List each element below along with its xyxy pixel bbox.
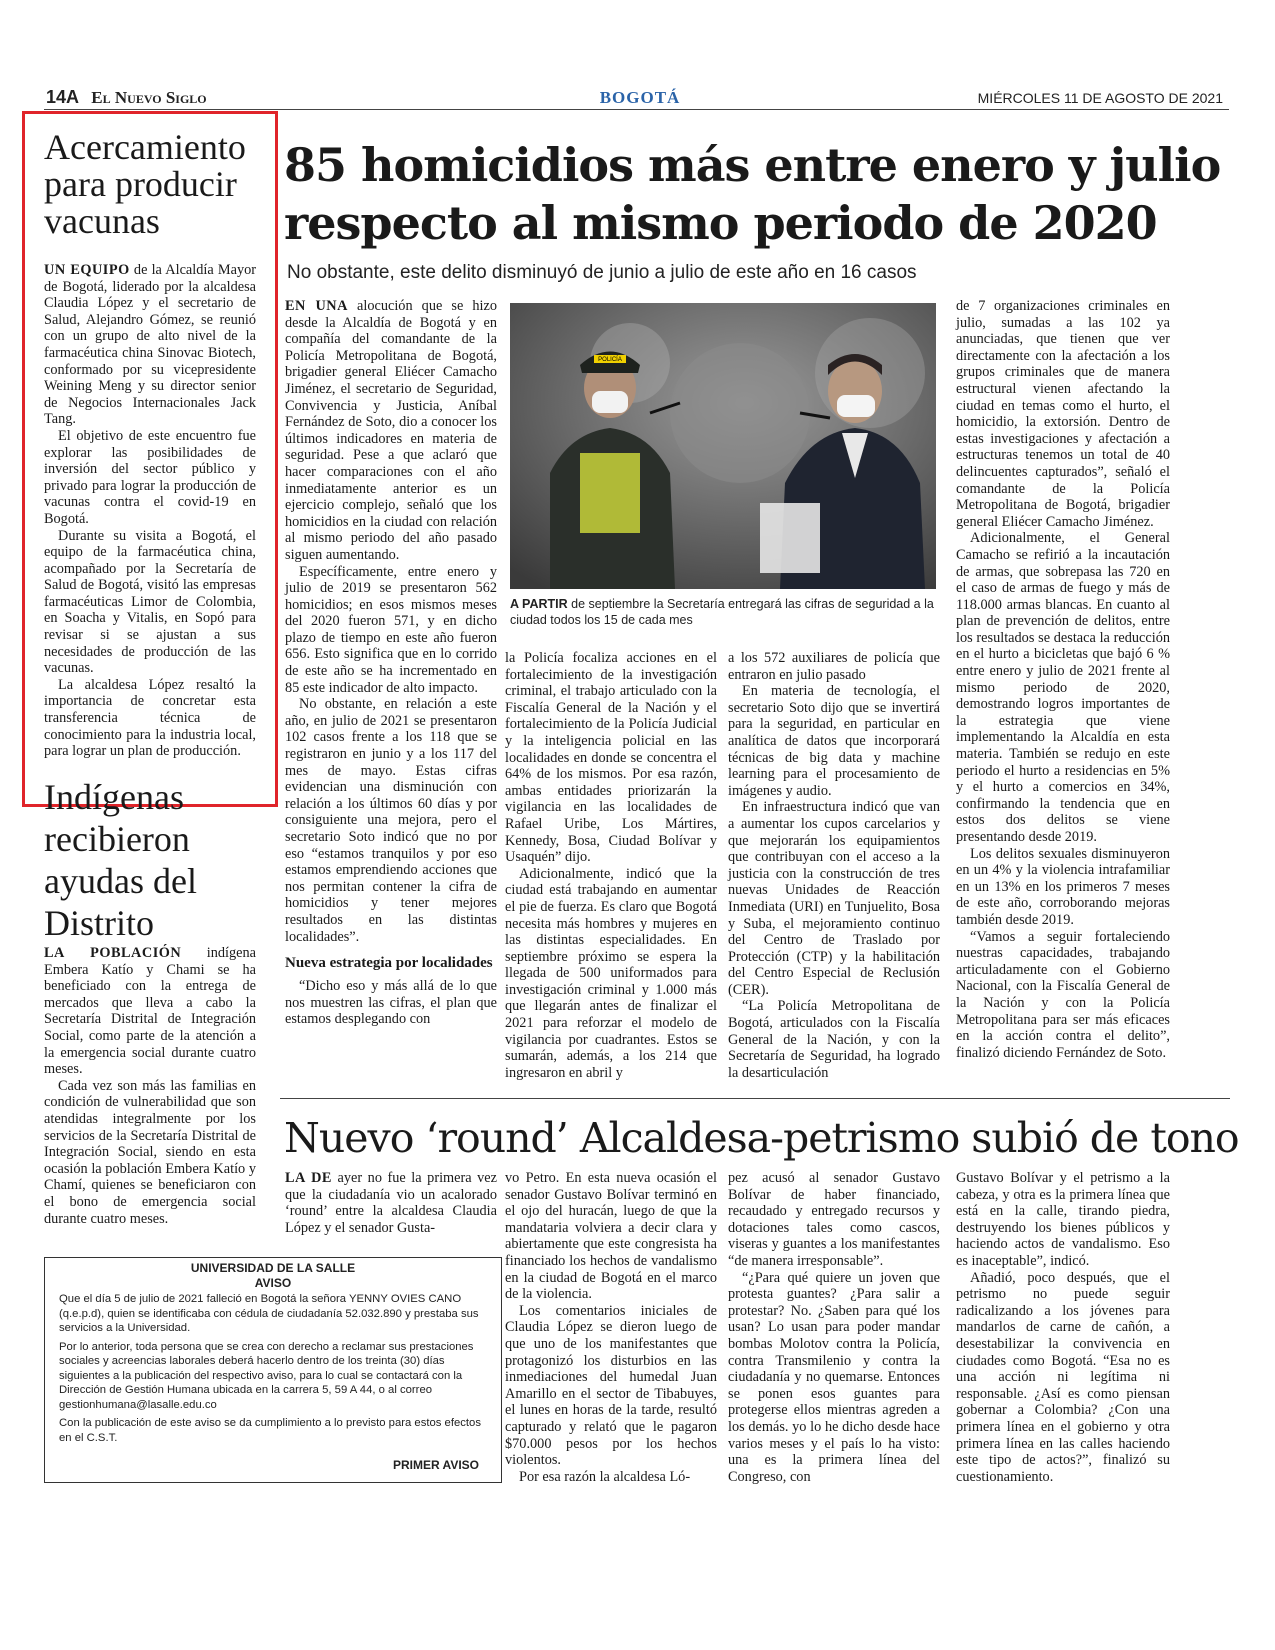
main-paragraph: EN UNA alocución que se hizo desde la Alcaldía de Bogotá y en compañía del comandante de la Policía Metropolitana de Bogotá, brigadier general Eliécer Camacho Jiménez, el secretario de Seguridad, Convivencia y Justicia, Aníbal Fernández de Soto, dio a conocer los últimos indicadores en materia de seguridad. Pese a que aclaró que hacer comparaciones con el año inmediatamente anterior es un ejercicio complejo, señaló que los homicidios en la ciudad con relación al mismo periodo del año pasado siguen aumentando. [285,298,497,563]
main-paragraph: Específicamente, entre enero y julio de 2019 se presentaron 562 homicidios; en esos mismos meses del 2020 fueron 571, y en dicho plazo de tiempo en este año fueron 656. Esto significa que en lo corrido de este año se ha incrementado en 85 este indicador de alto impacto. [285,563,497,696]
round-paragraph: pez acusó al senador Gustavo Bolívar de haber financiado, recaudado y entregado recursos y dotaciones tales como cascos, viseras y guantes a los manifestantes “de manera irresponsable”. [728,1170,940,1269]
main-lead: EN UNA [285,298,348,314]
main-paragraph: de 7 organizaciones criminales en julio, sumadas a las 102 ya anunciadas, que tienen que ver directamente con la afectación a los grupos criminales que de manera estructural vienen afectando la ciudad en temas como el hurto, el homicidio, la extorsión. Dentro de estas investigaciones y afectación a estructuras tenemos un total de 40 delincuentes capturados”, señaló el comandante de la Policía Metropolitana de Bogotá, brigadier general Eliécer Camacho Jiménez. [956,298,1170,530]
sidebar2-lead: LA POBLACIÓN [44,945,182,961]
main-paragraph: Adicionalmente, el General Camacho se refirió a la incautación de armas, que sobrepasa las 720 en el caso de armas de fuego y más de 118.000 armas blancas. En cuanto al plan de prevención de delitos, entre los resultados se destaca la reducción en el hurto a bicicletas que bajó 6 % entre enero y julio de 2021 frente al mismo periodo de 2020, demostrando logros importantes de la estrategia que viene implementando la Alcaldía en esta materia. También se redujo en este periodo el hurto a residencias en 5% y el hurto a comercios en 34%, confirmando la tendencia que en estos dos delitos se viene presentando desde 2019. [956,530,1170,845]
sidebar1-lead: UN EQUIPO [44,262,130,278]
page-header-left [46,87,207,108]
sidebar1-paragraph: La alcaldesa López resaltó la importancia de concretar esta transferencia técnica de conocimiento para la industria local, para lograr un plan de producción. [44,676,256,760]
sidebar2-body [44,945,256,1227]
sidebar1-paragraph: UN EQUIPO de la Alcaldía Mayor de Bogotá, liderado por la alcaldesa Claudia López y el secretario de Salud, Alejandro Gómez, se reunió con un grupo de alto nivel de la farmacéutica china Sinovac Biotech, conformado por su vicepresidente Weining Meng y su director senior de Negocios Internacionales Jack Tang. [44,262,257,428]
main-paragraph: En infraestructura indicó que van a aumentar los cupos carcelarios y que mejorarán los equipamientos que contribuyan con el acceso a la justicia con la construcción de tres nuevas Unidades de Reacción Inmediata (URI) en Tunjuelito, Bosa y Suba, el mejoramiento continuo del Centro de Traslado por Protección (CTP) y la habilitación del Centro Especial de Reclusión (CER). [728,799,940,998]
notice-paragraph: Que el día 5 de julio de 2021 falleció en Bogotá la señora YENNY OVIES CANO (q.e.p.d), quien se identificaba con cédula de ciudadanía 52.032.890 y prestaba sus servicios a la Universidad. [59,1293,479,1334]
main-paragraph: a los 572 auxiliares de policía que entraron en julio pasado [728,650,940,683]
round-paragraph: Los comentarios iniciales de Claudia López se dieron luego de que uno de los manifestantes que protagonizó los disturbios en las inmediaciones del humedal Juan Amarillo en el sector de Tibabuyes, el lunes en horas de la tarde, resultó capturado y relató que le pagaron $70.000 pesos por los hechos violentos. [505,1302,717,1469]
main-column-4 [956,298,1170,1061]
notice-signature: PRIMER AVISO [392,1457,479,1472]
round-paragraph: LA DE ayer no fue la primera vez que la ciudadanía vio un acalorado ‘round’ entre la alcaldesa Claudia López y el senador Gusta- [285,1170,497,1236]
main-paragraph: la Policía focaliza acciones en el fortalecimiento de la investigación criminal, el trabajo articulado con la Fiscalía General de la Nación y el fortalecimiento de la Policía Judicial y la inteligencia policial en las localidades en donde se concentra el 64% de los mismos. Por esa razón, ambas entidades priorizarán la vigilancia en las localidades de Rafael Uribe, Los Mártires, Kennedy, Bosa, Ciudad Bolívar y Usaquén” dijo. [505,650,717,866]
main-paragraph: “La Policía Metropolitana de Bogotá, articulados con la Fiscalía General de la Nación, y con la Secretaría de Seguridad, ha logrado la desarticulación [728,998,940,1081]
page-number: 14A [46,87,80,107]
newspaper-name: El Nuevo Siglo [91,88,207,107]
sidebar2-headline: Indígenas recibieron ayudas del Distrito [44,777,197,943]
section-name: BOGOTÁ [599,88,681,107]
sidebar2-paragraph: LA POBLACIÓN indígena Embera Katío y Chami se ha beneficiado con la entrega de mercados que lleva a cabo la Secretaría Distrital de Integración Social, como parte de la atención a la emergencia social durante cuatro meses. [44,945,257,1078]
main-paragraph: No obstante, en relación a este año, en julio de 2021 se presentaron 102 casos frente a los 118 que se registraron en junio y a los 117 del mes de mayo. Estas cifras evidencian una disminución con relación a los últimos 60 días y por consiguiente una mejora, pero el secretario Soto indicó que no por eso “estamos tranquilos y por eso estamos emprendiendo acciones que nos permitan contener la cifra de homicidios y tener mejores resultados en las distintas localidades”. [285,696,497,945]
main-column-1 [285,298,497,1028]
main-paragraph: En materia de tecnología, el secretario Soto dijo que se invertirá para la seguridad, en particular en analítica de datos que incorporará técnicas de big data y machine learning para el procesamiento de imágenes y audio. [728,683,940,799]
main-paragraph: Adicionalmente, indicó que la ciudad está trabajando en aumentar el pie de fuerza. Es claro que Bogotá necesita más hombres y mujeres en las distintas especialidades. En septiembre próximo se espera la llegada de 500 uniformados para investigación criminal y 1.000 más que llegarán antes de finalizar el 2021 para reforzar el modelo de vigilancia por cuadrantes. Estos se sumarán, además, a los 214 que ingresaron en abril y [505,865,717,1081]
round-paragraph: Añadió, poco después, que el petrismo no puede seguir radicalizando a los jóvenes para mandarlos de carne de cañón, a desestabilizar la convivencia en ciudades como Bogotá. “Esa no es una acción ni legítima ni responsable. ¿Así es como piensan gobernar a Colombia? ¿Con una primera línea en el gobierno y otra primera línea en las calles haciendo este tipo de actos?”, finalizó su cuestionamiento. [956,1269,1170,1485]
notice-body [45,1290,501,1445]
sidebar2-paragraph: Cada vez son más las familias en condición de vulnerabilidad que son atendidas integralmente por los servicios de la Secretaría Distrital de Integración Social, siendo en esta ocasión la población Embera Katío y Chamí, quienes se beneficiaron con el bono de emergencia social durante cuatro meses. [44,1077,256,1227]
notice-paragraph: Por lo anterior, toda persona que se crea con derecho a reclamar sus prestaciones sociales y acreencias laborales deberá hacerlo dentro de los treinta (30) días siguientes a la publicación del respectivo aviso, para lo cual se contactará con la Dirección de Gestión Humana ubicada en la carrera 5, 59 A 44, o al correo gestionhumana@lasalle.edu.co [59,1340,474,1411]
main-paragraph: Los delitos sexuales disminuyeron en un 4% y la violencia intrafamiliar en un 13% en los primeros 7 meses de este año, corroborando mejoras también desde 2019. [956,845,1170,928]
round-column-3 [728,1170,940,1485]
main-column-2 [505,650,717,1081]
header-rule [44,109,1229,110]
round-lead: LA DE [285,1170,332,1186]
issue-date: MIÉRCOLES 11 DE AGOSTO DE 2021 [977,90,1223,106]
sidebar1-paragraph: El objetivo de este encuentro fue explorar las posibilidades de inversión del sector público y privado para lograr la producción de vacunas contra el covid-19 en Bogotá. [44,427,256,527]
round-paragraph: Por esa razón la alcaldesa Ló- [519,1468,691,1485]
round-column-1 [285,1170,497,1236]
section-subheading: Nueva estrategia por localidades [285,955,493,972]
round-column-4 [956,1170,1170,1485]
photo-illustration [510,303,936,589]
caption-lead: A PARTIR [510,597,568,611]
notice-title: UNIVERSIDAD DE LA SALLE [190,1261,356,1275]
round-paragraph: “¿Para qué quiere un joven que protesta guantes? ¿Para salir a protestar? No. ¿Saben para qué los usan? Lo usan para poder mandar bombas Molotov contra la Policía, contra Transmilenio y contra la ciudadanía y no quemarse. Entonces se ponen esos guantes para protegerse ellos mientras agreden a los demás. yo lo he dicho desde hace varios meses y el país lo ha visto: una es la primera línea del Congreso, con [728,1269,940,1485]
main-paragraph: “Dicho eso y más allá de lo que nos muestren las cifras, el plan que estamos desplegando con [285,978,497,1028]
round-headline: Nuevo ‘round’ Alcaldesa-petrismo subió de tono [284,1114,1239,1162]
article-divider [280,1098,1230,1099]
photo-badge-text: POLICÍA [598,357,622,363]
legal-notice [44,1257,502,1483]
main-column-3 [728,650,940,1081]
main-subhead: No obstante, este delito disminuyó de junio a julio de este año en 16 casos [287,262,917,283]
sidebar1-body [44,262,256,760]
photo-caption: A PARTIR de septiembre la Secretaría entregará las cifras de seguridad a la ciudad todos los 15 de cada mes [510,597,934,627]
main-paragraph: “Vamos a seguir fortaleciendo nuestras capacidades, trabajando articuladamente con el Gobierno Nacional, con la Fiscalía General de la Nación y con la Policía Metropolitana para ser más eficaces en la acción contra el delito”, finalizó diciendo Fernández de Soto. [956,928,1170,1061]
round-column-2 [505,1170,717,1485]
round-paragraph: vo Petro. En esta nueva ocasión el senador Gustavo Bolívar terminó en el ojo del huracán, luego de que la mandataria volviera a decir clara y abiertamente que este congresista ha financiado los hechos de vandalismo en la ciudad de Bogotá en el marco de la violencia. [505,1170,717,1303]
main-headline: 85 homicidios más entre enero y julio respecto al mismo periodo de 2020 [284,138,1221,250]
sidebar1-headline: Acercamiento para producir vacunas [44,127,246,241]
round-paragraph: Gustavo Bolívar y el petrismo a la cabeza, y otra es la primera línea que está en la calle, tirando piedra, destruyendo los bienes públicos y haciendo actos de vandalismo. Eso es inaceptable”, indicó. [956,1170,1170,1269]
news-photo [510,303,936,589]
sidebar1-paragraph: Durante su visita a Bogotá, el equipo de la farmacéutica china, acompañado por la Secretaría de Salud de Bogotá, visitó las empresas farmacéuticas Limor de Colombia, en Soacha y Vitalis, en Sopó para revisar si se ajustan a sus necesidades de producción de las vacunas. [44,527,256,677]
notice-paragraph: Con la publicación de este aviso se da cumplimiento a lo previsto para estos efectos en el C.S.T. [59,1417,481,1444]
notice-subtitle: AVISO [254,1275,292,1290]
